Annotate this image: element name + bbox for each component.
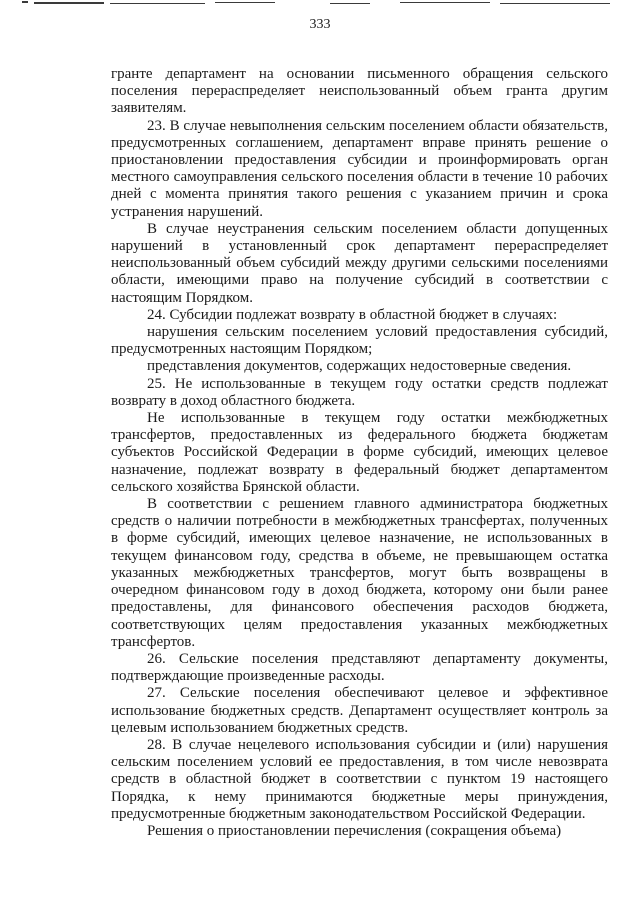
paragraph-nonremediation: В случае неустранения сельским поселением области допущенных нарушений в установленный срок департамент перераспределяет неиспользованный объем субсидий между другими сельскими поселениями области, имеющими право на получение субсидий в соответствии с настоящим Порядком. [111, 220, 608, 306]
paragraph-continuation: гранте департамент на основании письменного обращения сельского поселения перераспределяет неиспользованный объем гранта другим заявителям. [111, 66, 608, 117]
paragraph-item-23: 23. В случае невыполнения сельским поселением области обязательств, предусмотренных соглашением, департамент вправе принять решение о приостановлении предоставления субсидии и проинформировать орган местного самоуправления сельского поселения области в течение 10 рабочих дней с момента принятия такого решения с указанием причин и срока устранения нарушений. [111, 117, 608, 220]
paragraph-item-24: 24. Субсидии подлежат возврату в областной бюджет в случаях: [147, 306, 558, 323]
paragraph-item-26: 26. Сельские поселения представляют департаменту документы, подтверждающие произведенные расходы. [111, 650, 608, 685]
paragraph-item-24-case-1: нарушения сельским поселением условий предоставления субсидий, предусмотренных настоящим Порядком; [111, 324, 608, 358]
paragraph-suspension-decisions: Решения о приостановлении перечисления (сокращения объема) [147, 822, 562, 839]
paragraph-item-28: 28. В случае нецелевого использования субсидии и (или) нарушения сельским поселением условий ее предоставления, в том числе невозврата средств в областной бюджет в соответствии с пунктом 19 настоящего Порядка, к нему принимаются бюджетные меры принуждения, предусмотренные бюджетным законодательством Российской Федерации. [111, 736, 608, 822]
page-number: 333 [309, 17, 331, 32]
paragraph-federal-transfers: Не использованные в текущем году остатки межбюджетных трансфертов, предоставленных из федерального бюджета бюджетам субъектов Российской Федерации в форме субсидий, имеющих целевое назначение, подлежат возврату в федеральный бюджет департаментом сельского хозяйства Брянской области. [111, 410, 608, 495]
paragraph-item-25: 25. Не использованные в текущем году остатки средств подлежат возврату в доход областного бюджета. [111, 375, 608, 409]
document-body [111, 66, 608, 840]
paragraph-item-27: 27. Сельские поселения обеспечивают целевое и эффективное использование бюджетных средств. Департамент осуществляет контроль за целевым использованием бюджетных средств. [111, 685, 608, 736]
paragraph-item-24-case-2: представления документов, содержащих недостоверные сведения. [147, 358, 572, 375]
scan-edge-artifact [0, 0, 640, 6]
paragraph-administrator-decision: В соответствии с решением главного администратора бюджетных средств о наличии потребности в межбюджетных трансфертах, полученных в форме субсидий, имеющих целевое назначение, не использованных в текущем финансовом году, средства в объеме, не превышающем остатка указанных межбюджетных трансфертов, могут быть возвращены в очередном финансовом году в доход бюджета, которому они были ранее предоставлены, для финансового обеспечения расходов бюджета, соответствующих целям предоставления указанных межбюджетных трансфертов. [111, 496, 608, 650]
